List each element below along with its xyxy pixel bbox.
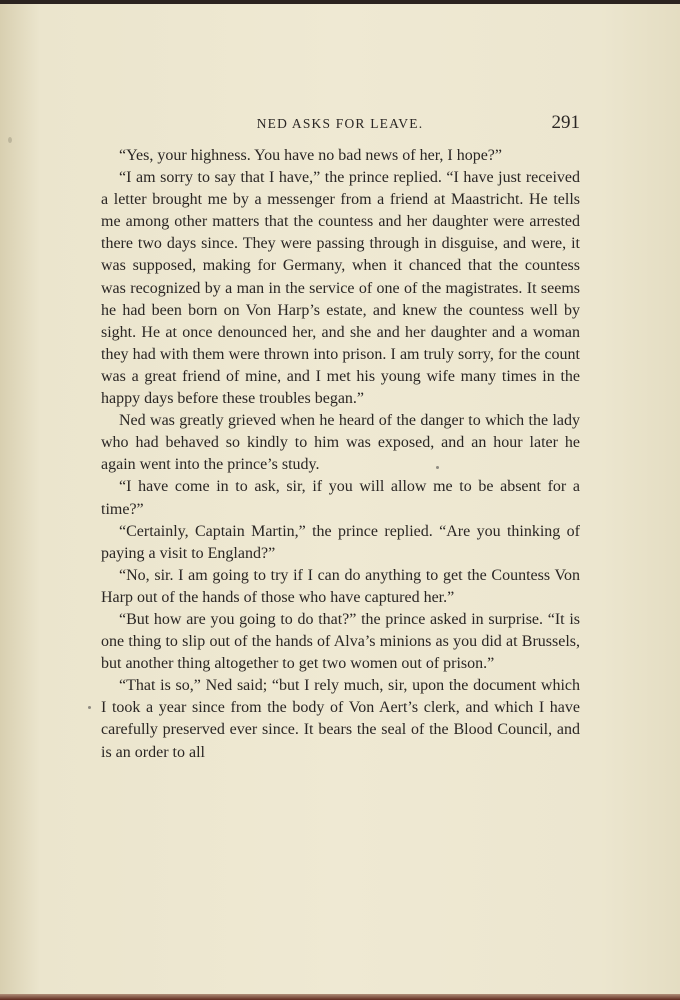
page-bottom-edge (0, 994, 680, 1000)
running-title: NED ASKS FOR LEAVE. (256, 116, 424, 131)
paragraph: “I am sorry to say that I have,” the prince replied. “I have just received a letter brought me by a messenger from a friend at Maastricht. He tells me among other matters that the countess and her daughter were arrested there two days since. They were passing through in disguise, and were, it was supposed, making for Germany, when it chanced that the countess was recognized by a man in the service of one of the magistrates. It seems he had been born on Von Harp’s estate, and knew the countess well by sight. He at once denounced her, and she and her daughter and a woman they had with them were thrown into prison. I am truly sorry, for the count was a great friend of mine, and I met his young wife many times in the happy days before these troubles began.” (101, 169, 580, 408)
paragraph: “No, sir. I am going to try if I can do anything to get the Countess Von Harp out of the hands of those who have captured her.” (101, 566, 580, 606)
page-number: 291 (551, 112, 580, 133)
paragraph: Ned was greatly grieved when he heard of the danger to which the lady who had behaved so kindly to him was exposed, and an hour later he again went into the prince’s study. (101, 412, 580, 474)
paragraph: “That is so,” Ned said; “but I rely much, sir, upon the document which I took a year since from the body of Von Aert’s clerk, and which I have carefully preserved ever since. It bears the seal of the Blood Council, and is an order to all (101, 677, 580, 761)
body-text (101, 145, 580, 764)
paragraph: “But how are you going to do that?” the prince asked in surprise. “It is one thing to slip out of the hands of Alva’s minions as you did at Brussels, but another thing altogether to get two women out of prison.” (101, 610, 580, 673)
paper-blemish (436, 466, 439, 469)
paper-blemish (88, 706, 91, 709)
paragraph: “Certainly, Captain Martin,” the prince replied. “Are you thinking of paying a visit to England?” (101, 522, 580, 562)
paragraph: “I have come in to ask, sir, if you will allow me to be absent for a time?” (101, 478, 580, 518)
paper-blemish (8, 137, 12, 143)
page-top-edge (0, 0, 680, 4)
paragraph: “Yes, your highness. You have no bad news of her, I hope?” (119, 147, 503, 164)
running-head (100, 112, 580, 136)
